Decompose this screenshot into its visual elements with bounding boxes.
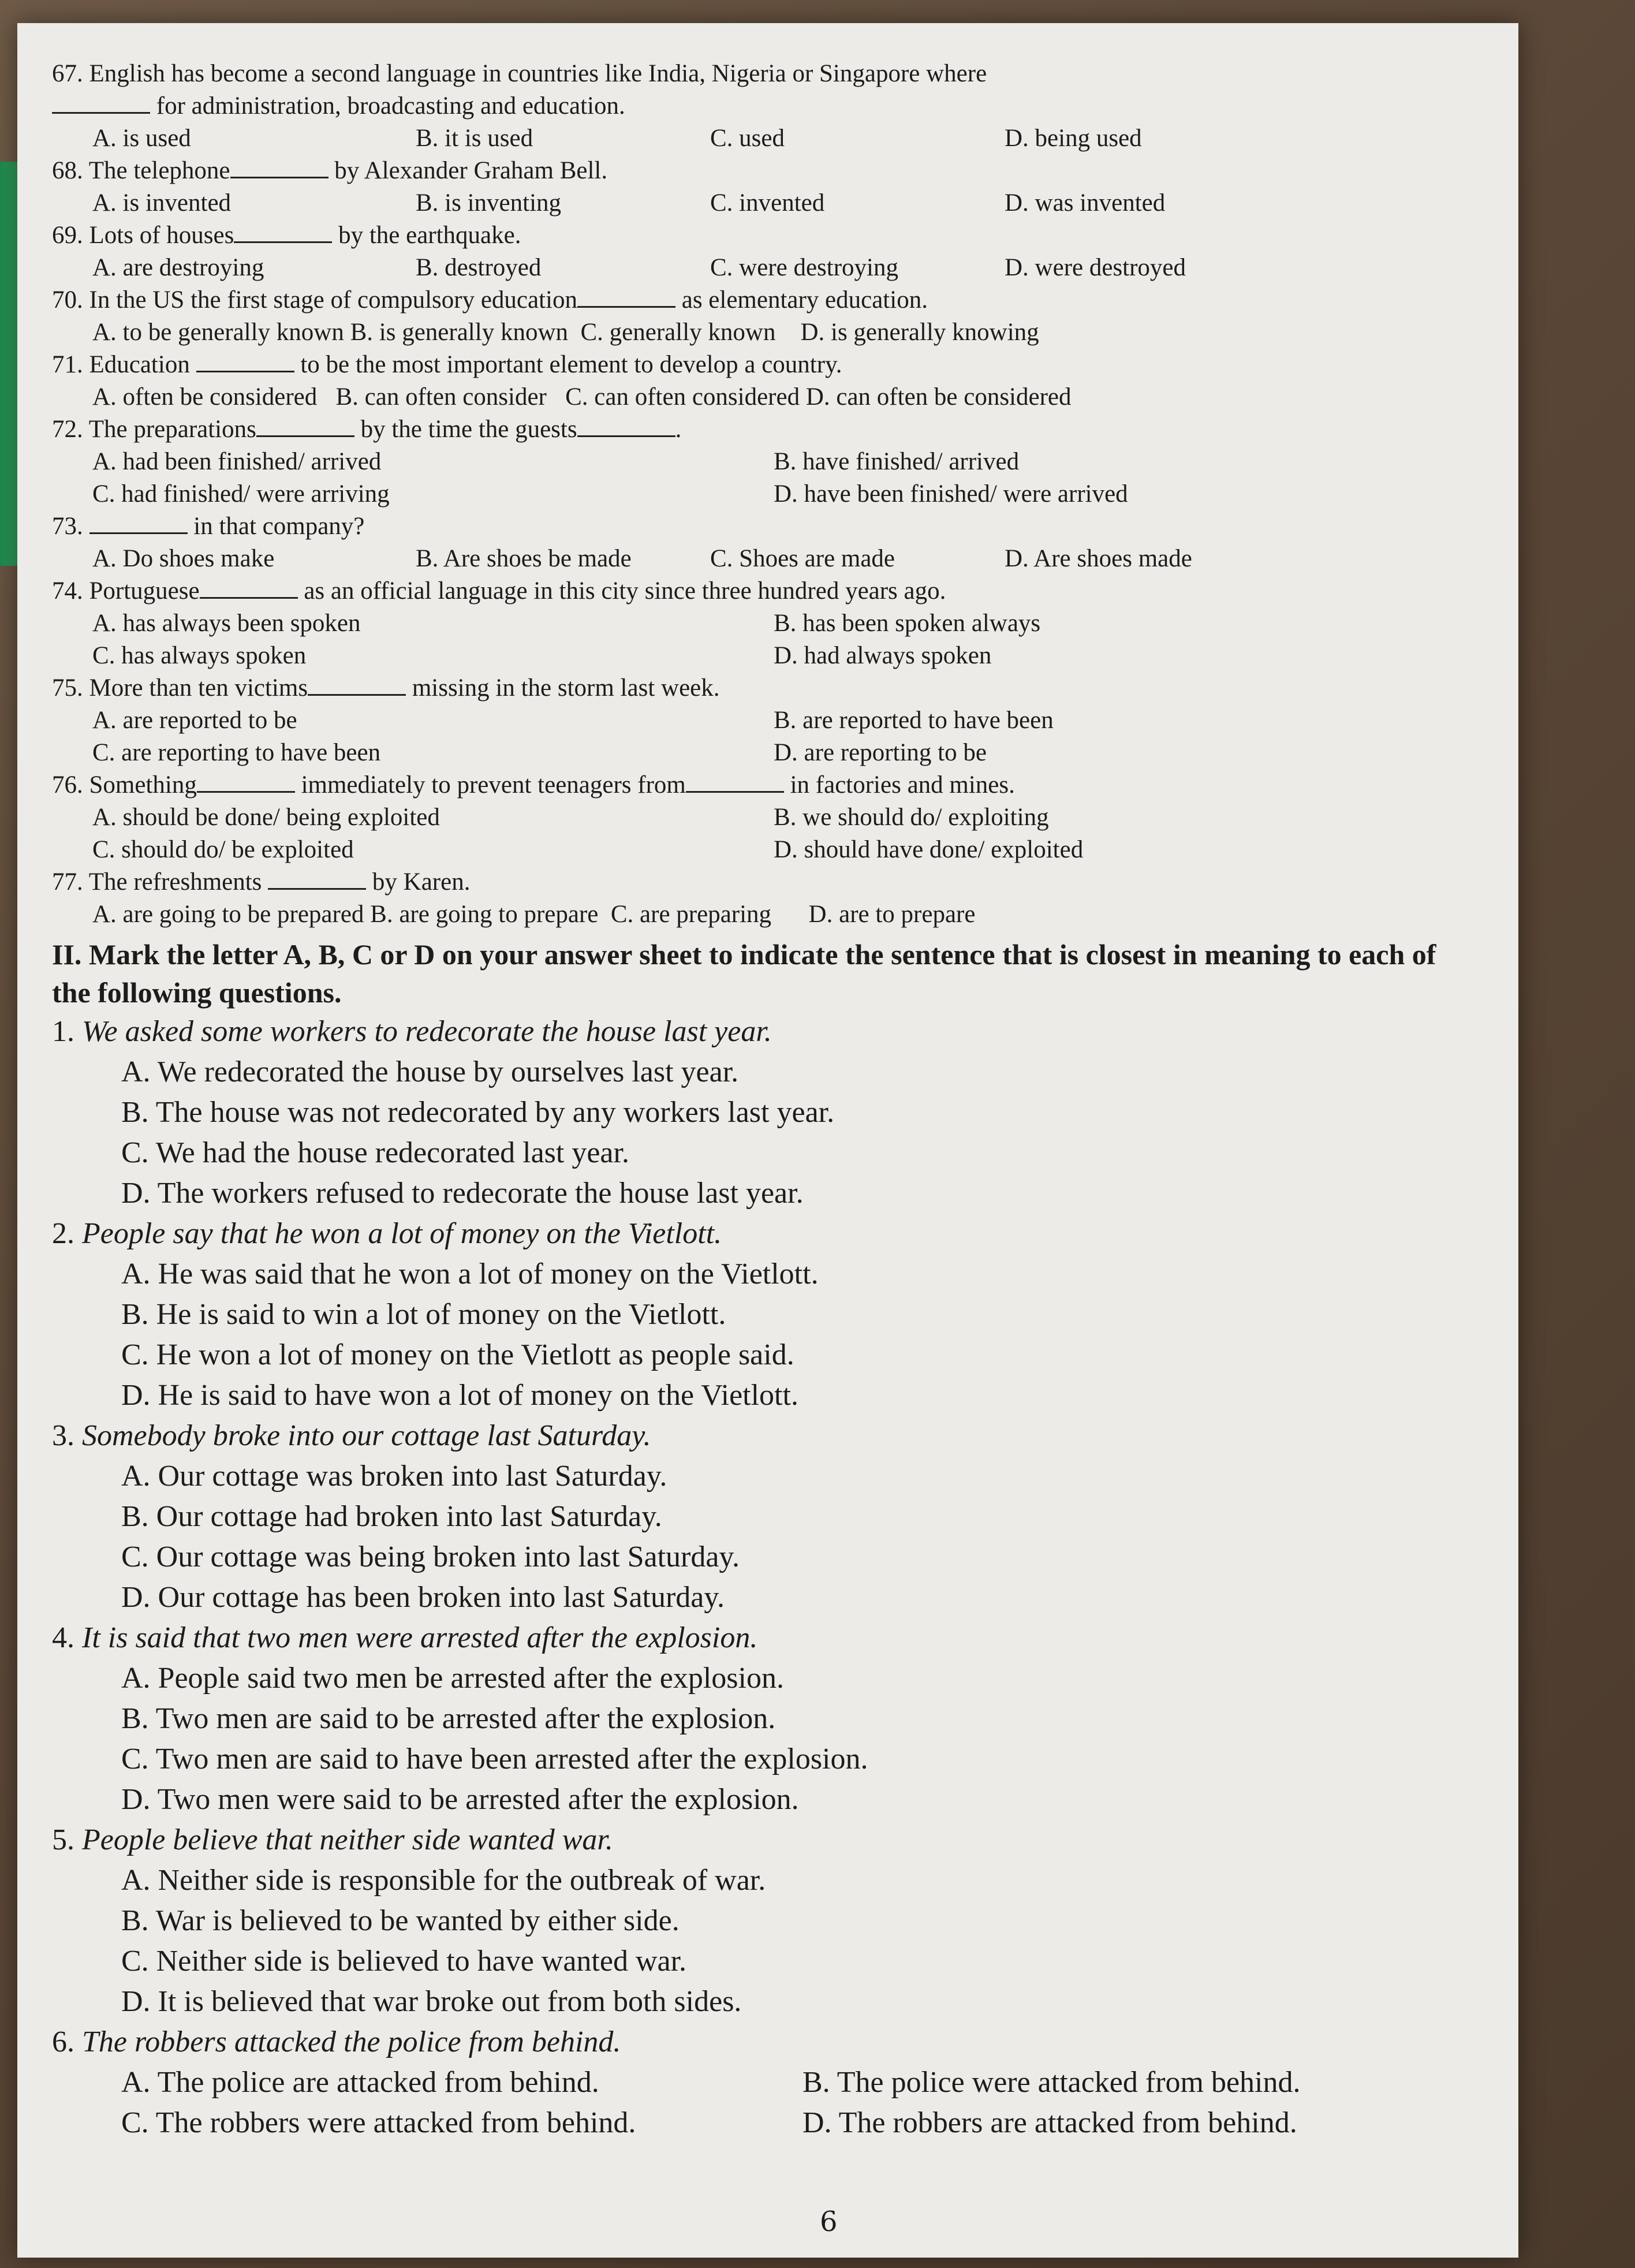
question-number: 71.: [52, 351, 83, 378]
option-c: C. should do/ be exploited: [92, 836, 354, 863]
option-a: A. is invented: [92, 189, 232, 217]
options: [52, 252, 1449, 284]
option-d: D. Two men were said to be arrested after the explosion.: [121, 1783, 799, 1816]
question-67: [52, 58, 1449, 155]
option-a: A. The police are attacked from behind.: [121, 2066, 599, 2099]
question-stem-end: in that company?: [193, 513, 365, 540]
options: A. often be considered B. can often consider C. can often considered D. can often be considered: [92, 383, 1072, 411]
option-d: D. The robbers are attacked from behind.: [802, 2106, 1297, 2139]
question-number: 3.: [52, 1419, 74, 1452]
options: [52, 543, 1449, 575]
question-stem: More than ten victims: [89, 674, 308, 702]
answer-blank: [234, 219, 332, 243]
worksheet-page: [17, 23, 1518, 2258]
option-c: C. Our cottage was being broken into last Saturday.: [121, 1540, 740, 1573]
question-sentence: The robbers attacked the police from behind.: [82, 2025, 621, 2058]
option-d: D. being used: [1005, 125, 1142, 152]
option-d: D. have been finished/ were arrived: [774, 480, 1128, 508]
option-c: C. invented: [710, 189, 825, 217]
option-a: A. had been finished/ arrived: [92, 448, 382, 475]
answer-blank: [308, 672, 406, 696]
question-sentence: People believe that neither side wanted war.: [82, 1823, 613, 1856]
option-c: C. were destroying: [710, 254, 899, 281]
question-stem: The telephone: [88, 157, 230, 184]
option-b: B. is inventing: [416, 189, 562, 217]
question-70: [52, 284, 1449, 349]
question-stem-end: in factories and mines.: [790, 771, 1015, 799]
question-stem-end: .: [675, 416, 682, 443]
option-a: A. Our cottage was broken into last Saturday.: [121, 1460, 667, 1493]
option-d: D. were destroyed: [1005, 254, 1186, 281]
option-a: A. Do shoes make: [92, 545, 275, 572]
option-c: C. Shoes are made: [710, 545, 895, 572]
option-c: C. has always spoken: [92, 642, 307, 669]
answer-blank: [256, 413, 354, 437]
worksheet-content: [52, 58, 1449, 2143]
question-73: [52, 510, 1449, 575]
rewrite-question-6: [52, 2022, 1449, 2143]
question-stem-end: to be the most important element to develop a country.: [300, 351, 842, 378]
question-stem: Education: [89, 351, 190, 378]
option-b: B. The police were attacked from behind.: [802, 2066, 1301, 2099]
question-number: 1.: [52, 1015, 74, 1048]
option-b: B. has been spoken always: [774, 610, 1041, 637]
options: [52, 704, 1449, 769]
question-stem: The preparations: [88, 416, 256, 443]
question-stem: Something: [89, 771, 197, 799]
question-number: 75.: [52, 674, 83, 702]
options: A. are going to be prepared B. are going to prepare C. are preparing D. are to prepare: [92, 901, 976, 928]
option-a: A. We redecorated the house by ourselves last year.: [121, 1055, 739, 1088]
section-2: [52, 1012, 1449, 2143]
option-c: C. He won a lot of money on the Vietlott as people said.: [121, 1338, 794, 1371]
option-d: D. was invented: [1005, 189, 1166, 217]
option-a: A. should be done/ being exploited: [92, 804, 440, 831]
answer-blank: [268, 866, 366, 890]
answer-blank: [577, 284, 675, 308]
options: [52, 2062, 1449, 2143]
question-number: 5.: [52, 1823, 74, 1856]
answer-blank-2: [686, 769, 784, 793]
options: [52, 446, 1449, 510]
options: [52, 187, 1449, 219]
option-d: D. He is said to have won a lot of money on the Vietlott.: [121, 1379, 798, 1412]
option-d: D. should have done/ exploited: [774, 836, 1084, 863]
question-number: 73.: [52, 513, 83, 540]
answer-blank: [89, 510, 188, 534]
question-number: 68.: [52, 157, 83, 184]
question-74: [52, 575, 1449, 672]
answer-blank: [200, 575, 298, 599]
question-77: [52, 866, 1449, 931]
question-stem-end: as an official language in this city since three hundred years ago.: [304, 577, 946, 605]
option-a: A. are destroying: [92, 254, 264, 281]
option-b: B. it is used: [416, 125, 533, 152]
option-d: D. Are shoes made: [1005, 545, 1192, 572]
rewrite-question-1: [52, 1012, 1449, 1214]
question-number: 2.: [52, 1217, 74, 1250]
question-75: [52, 672, 1449, 769]
option-c: C. used: [710, 125, 785, 152]
option-d: D. are reporting to be: [774, 739, 987, 766]
option-c: C. We had the house redecorated last year.: [121, 1136, 629, 1169]
rewrite-question-3: [52, 1416, 1449, 1618]
option-c: C. The robbers were attacked from behind.: [121, 2106, 636, 2139]
question-stem-mid: by the time the guests: [360, 416, 577, 443]
option-b: B. have finished/ arrived: [774, 448, 1020, 475]
question-sentence: It is said that two men were arrested after the explosion.: [82, 1621, 758, 1654]
option-b: B. Two men are said to be arrested after the explosion.: [121, 1702, 776, 1735]
option-b: B. War is believed to be wanted by either side.: [121, 1904, 680, 1937]
option-a: A. Neither side is responsible for the outbreak of war.: [121, 1864, 766, 1897]
question-stem: English has become a second language in countries like India, Nigeria or Singapore where: [89, 60, 987, 87]
answer-blank-2: [577, 413, 675, 437]
section-2-heading: II. Mark the letter A, B, C or D on your answer sheet to indicate the sentence that is closest in meaning to each of the following questions.: [52, 938, 1436, 1009]
question-number: 77.: [52, 868, 83, 896]
question-number: 67.: [52, 60, 83, 87]
option-b: B. are reported to have been: [774, 707, 1054, 734]
question-stem-end: missing in the storm last week.: [412, 674, 720, 702]
option-a: A. People said two men be arrested after the explosion.: [121, 1662, 784, 1695]
question-number: 72.: [52, 416, 83, 443]
option-b: B. The house was not redecorated by any workers last year.: [121, 1096, 835, 1129]
question-stem: The refreshments: [88, 868, 262, 896]
answer-blank: [196, 349, 294, 372]
options: A. to be generally known B. is generally known C. generally known D. is generally knowing: [92, 319, 1039, 346]
answer-blank: [230, 155, 329, 178]
rewrite-question-2: [52, 1214, 1449, 1416]
question-72: [52, 413, 1449, 510]
question-number: 70.: [52, 286, 83, 314]
question-stem: Lots of houses: [89, 222, 234, 249]
options: [52, 607, 1449, 672]
question-number: 4.: [52, 1621, 74, 1654]
question-stem-mid: immediately to prevent teenagers from: [301, 771, 686, 799]
question-number: 6.: [52, 2025, 74, 2058]
question-stem-end: by Alexander Graham Bell.: [334, 157, 608, 184]
options: [52, 801, 1449, 866]
question-stem-end: by the earthquake.: [338, 222, 521, 249]
option-c: C. Neither side is believed to have wanted war.: [121, 1945, 687, 1978]
question-stem-continued: for administration, broadcasting and education.: [156, 92, 625, 120]
option-b: B. destroyed: [416, 254, 542, 281]
question-stem-end: by Karen.: [372, 868, 471, 896]
options: [52, 122, 1449, 155]
question-sentence: People say that he won a lot of money on the Vietlott.: [82, 1217, 722, 1250]
question-69: [52, 219, 1449, 284]
option-b: B. He is said to win a lot of money on the Vietlott.: [121, 1298, 726, 1331]
option-d: D. The workers refused to redecorate the house last year.: [121, 1177, 804, 1210]
option-d: D. It is believed that war broke out from both sides.: [121, 1985, 742, 2018]
answer-blank: [52, 90, 150, 114]
option-a: A. are reported to be: [92, 707, 297, 734]
option-b: B. we should do/ exploiting: [774, 804, 1049, 831]
option-c: C. had finished/ were arriving: [92, 480, 390, 508]
question-71: [52, 349, 1449, 413]
question-number: 74.: [52, 577, 83, 605]
question-76: [52, 769, 1449, 866]
question-number: 69.: [52, 222, 83, 249]
page-number: 6: [820, 2206, 838, 2238]
option-d: D. had always spoken: [774, 642, 992, 669]
question-68: [52, 155, 1449, 219]
option-d: D. Our cottage has been broken into last Saturday.: [121, 1581, 725, 1614]
question-sentence: Somebody broke into our cottage last Saturday.: [82, 1419, 651, 1452]
option-b: B. Are shoes be made: [416, 545, 632, 572]
option-b: B. Our cottage had broken into last Saturday.: [121, 1500, 662, 1533]
question-stem: Portuguese: [89, 577, 200, 605]
option-c: C. Two men are said to have been arrested after the explosion.: [121, 1743, 868, 1775]
option-a: A. He was said that he won a lot of money on the Vietlott.: [121, 1258, 819, 1290]
question-stem-end: as elementary education.: [681, 286, 928, 314]
question-stem: In the US the first stage of compulsory education: [89, 286, 577, 314]
option-a: A. has always been spoken: [92, 610, 361, 637]
option-a: A. is used: [92, 125, 191, 152]
question-sentence: We asked some workers to redecorate the house last year.: [82, 1015, 772, 1048]
option-c: C. are reporting to have been: [92, 739, 381, 766]
rewrite-question-4: [52, 1618, 1449, 1820]
answer-blank: [197, 769, 295, 793]
rewrite-question-5: [52, 1820, 1449, 2022]
question-number: 76.: [52, 771, 83, 799]
